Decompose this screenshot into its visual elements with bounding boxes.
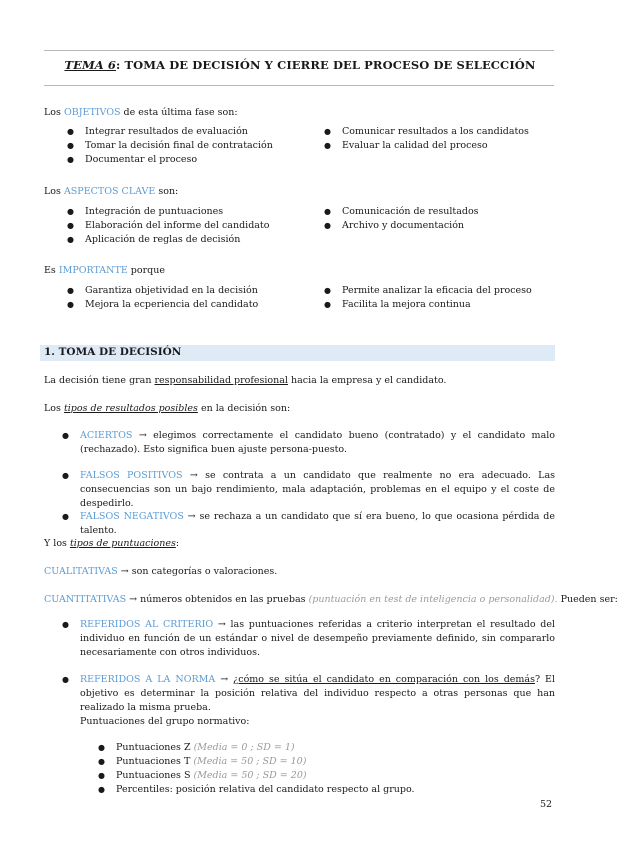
grupo-normativo-label: Puntuaciones del grupo normativo: (80, 716, 250, 727)
norma-item: ● REFERIDOS A LA NORMA → ¿cómo se sitúa el candidato en comparación con los demás? El objetivo es determinar la posición relativa del individuo respecto a otras personas que han realizado la misma prueba. (62, 674, 555, 713)
list-item: ● Permite analizar la eficacia del proceso (324, 285, 532, 296)
list-item: ● Integración de puntuaciones (67, 206, 224, 217)
list-item: ● Facilita la mejora continua (324, 299, 471, 310)
list-item: ● Mejora la ecperiencia del candidato (67, 299, 259, 310)
result-item: ● FALSOS POSITIVOS → se contrata a un candidato que realmente no era adecuado. Las consecuencias son un bajo rendimiento, mala adaptación, problemas en el equipo y el coste de despedirlo. (62, 470, 555, 509)
score-item: ● Puntuaciones S (Media = 50 ; SD = 20) (98, 770, 307, 781)
title-text: : TOMA DE DECISIÓN Y CIERRE DEL PROCESO DE SELECCIÓN (116, 58, 536, 72)
result-item: ● FALSOS NEGATIVOS → se rechaza a un candidato que sí era bueno, lo que ocasiona pérdida de talento. (62, 511, 555, 536)
list-item: ● Tomar la decisión final de contratación (67, 140, 273, 151)
bottom-title-rule (44, 85, 554, 86)
score-item: ● Puntuaciones Z (Media = 0 ; SD = 1) (98, 742, 295, 753)
page-title (0, 58, 600, 72)
page-number: 52 (540, 799, 553, 810)
tipos-puntuaciones-intro: Y los tipos de puntuaciones: (44, 538, 180, 549)
list-item: ● Aplicación de reglas de decisión (67, 234, 241, 245)
list-item: ● Documentar el proceso (67, 154, 198, 165)
top-rule (44, 50, 554, 51)
list-item: ● Comunicar resultados a los candidatos (324, 126, 529, 137)
tema-label: TEMA 6 (64, 58, 117, 72)
score-item: ● Puntuaciones T (Media = 50 ; SD = 10) (98, 756, 307, 767)
cuantitativas-line: CUANTITATIVAS → números obtenidos en las pruebas (puntuación en test de inteligencia o personalidad). Pueden ser: (44, 594, 618, 605)
list-item: ● Integrar resultados de evaluación (67, 126, 248, 137)
list-item: ● Garantiza objetividad en la decisión (67, 285, 258, 296)
list-item: ● Comunicación de resultados (324, 206, 479, 217)
result-item: ● ACIERTOS → elegimos correctamente el candidato bueno (contratado) y el candidato malo (rechazado). Esto significa buen ajuste persona-puesto. (62, 430, 555, 455)
score-item: ● Percentiles: posición relativa del candidato respecto al grupo. (98, 784, 415, 795)
list-item: ● Archivo y documentación (324, 220, 465, 231)
section-heading: 1. TOMA DE DECISIÓN (40, 345, 555, 361)
cualitativas-line: CUALITATIVAS → son categorías o valoraciones. (44, 566, 278, 577)
tipos-resultados-intro: Los tipos de resultados posibles en la decisión son: (44, 403, 291, 414)
importante-intro: Es IMPORTANTE porque (44, 265, 165, 276)
objetivos-intro: Los OBJETIVOS de esta última fase son: (44, 107, 238, 118)
aspectos-intro: Los ASPECTOS CLAVE son: (44, 186, 179, 197)
decision-intro: La decisión tiene gran responsabilidad profesional hacia la empresa y el candidato. (44, 375, 447, 386)
list-item: ● Evaluar la calidad del proceso (324, 140, 488, 151)
criterio-item: ● REFERIDOS AL CRITERIO → las puntuaciones referidas a criterio interpretan el resultado del individuo en función de un estándar o nivel de desempeño previamente definido, sin compararlo necesariamente con otros individuos. (62, 619, 556, 658)
list-item: ● Elaboración del informe del candidato (67, 220, 270, 231)
